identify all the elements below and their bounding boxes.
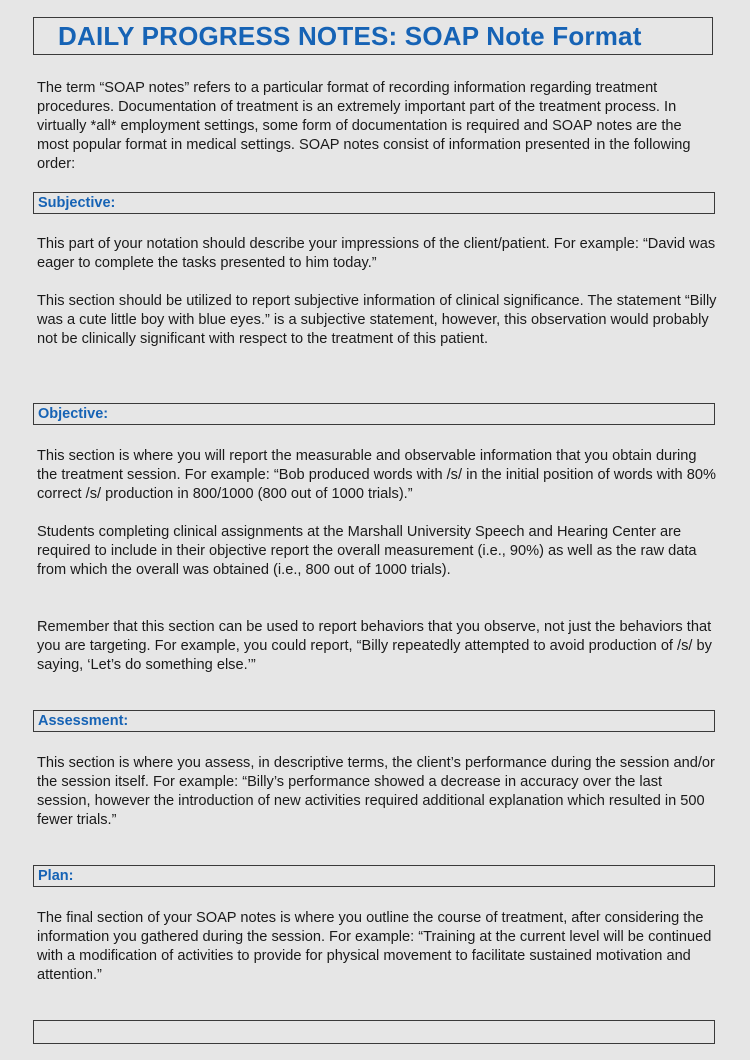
assessment-header (33, 710, 715, 732)
objective-paragraph-1: This section is where you will report the measurable and observable information that you obtain during the treatment session. For example: “Bob produced words with /s/ in the initial position of words with 80% correct /s/ production in 800/1000 (800 out of 1000 trials).” (37, 448, 716, 502)
title-box (33, 17, 713, 55)
subjective-heading: Subjective: (38, 195, 116, 211)
objective-paragraph-3: Remember that this section can be used to report behaviors that you observe, not just the behaviors that you are targeting. For example, you could report, “Billy repeatedly attempted to avoid production of /s/ by saying, ‘Let’s do something else.’” (37, 619, 712, 673)
assessment-heading: Assessment: (38, 713, 129, 729)
plan-header (33, 865, 715, 887)
plan-paragraph-1: The final section of your SOAP notes is where you outline the course of treatment, after considering the information you gathered during the session. For example: “Training at the current level will be continued with a modification of activities to provide for physical movement to facilitate sustained motivation and attention.” (37, 910, 712, 983)
footer-box (33, 1020, 715, 1044)
plan-heading: Plan: (38, 868, 74, 884)
objective-paragraph-2: Students completing clinical assignments at the Marshall University Speech and Hearing Center are required to include in their objective report the overall measurement (i.e., 90%) as well as the raw data from which the overall was obtained (i.e., 800 out of 1000 trials). (37, 524, 697, 578)
objective-heading: Objective: (38, 406, 109, 422)
intro-paragraph: The term “SOAP notes” refers to a particular format of recording information regarding treatment procedures. Documentation of treatment is an extremely important part of the treatment process. In virtually *all* employment settings, some form of documentation is required and SOAP notes are the most popular format in medical settings. SOAP notes consist of information presented in the following order: (37, 80, 691, 172)
objective-header (33, 403, 715, 425)
page-title: DAILY PROGRESS NOTES: SOAP Note Format (58, 20, 642, 51)
assessment-paragraph-1: This section is where you assess, in descriptive terms, the client’s performance during the session and/or the session itself. For example: “Billy’s performance showed a decrease in accuracy over the last session, however the introduction of new activities required additional explanation which resulted in 500 fewer trials.” (37, 755, 715, 828)
subjective-header (33, 192, 715, 214)
subjective-paragraph-2: This section should be utilized to report subjective information of clinical significance. The statement “Billy was a cute little boy with blue eyes.” is a subjective statement, however, this observation would probably not be clinically significant with respect to the treatment of this patient. (37, 293, 717, 347)
subjective-paragraph-1: This part of your notation should describe your impressions of the client/patient. For example: “David was eager to complete the tasks presented to him today.” (37, 236, 716, 271)
